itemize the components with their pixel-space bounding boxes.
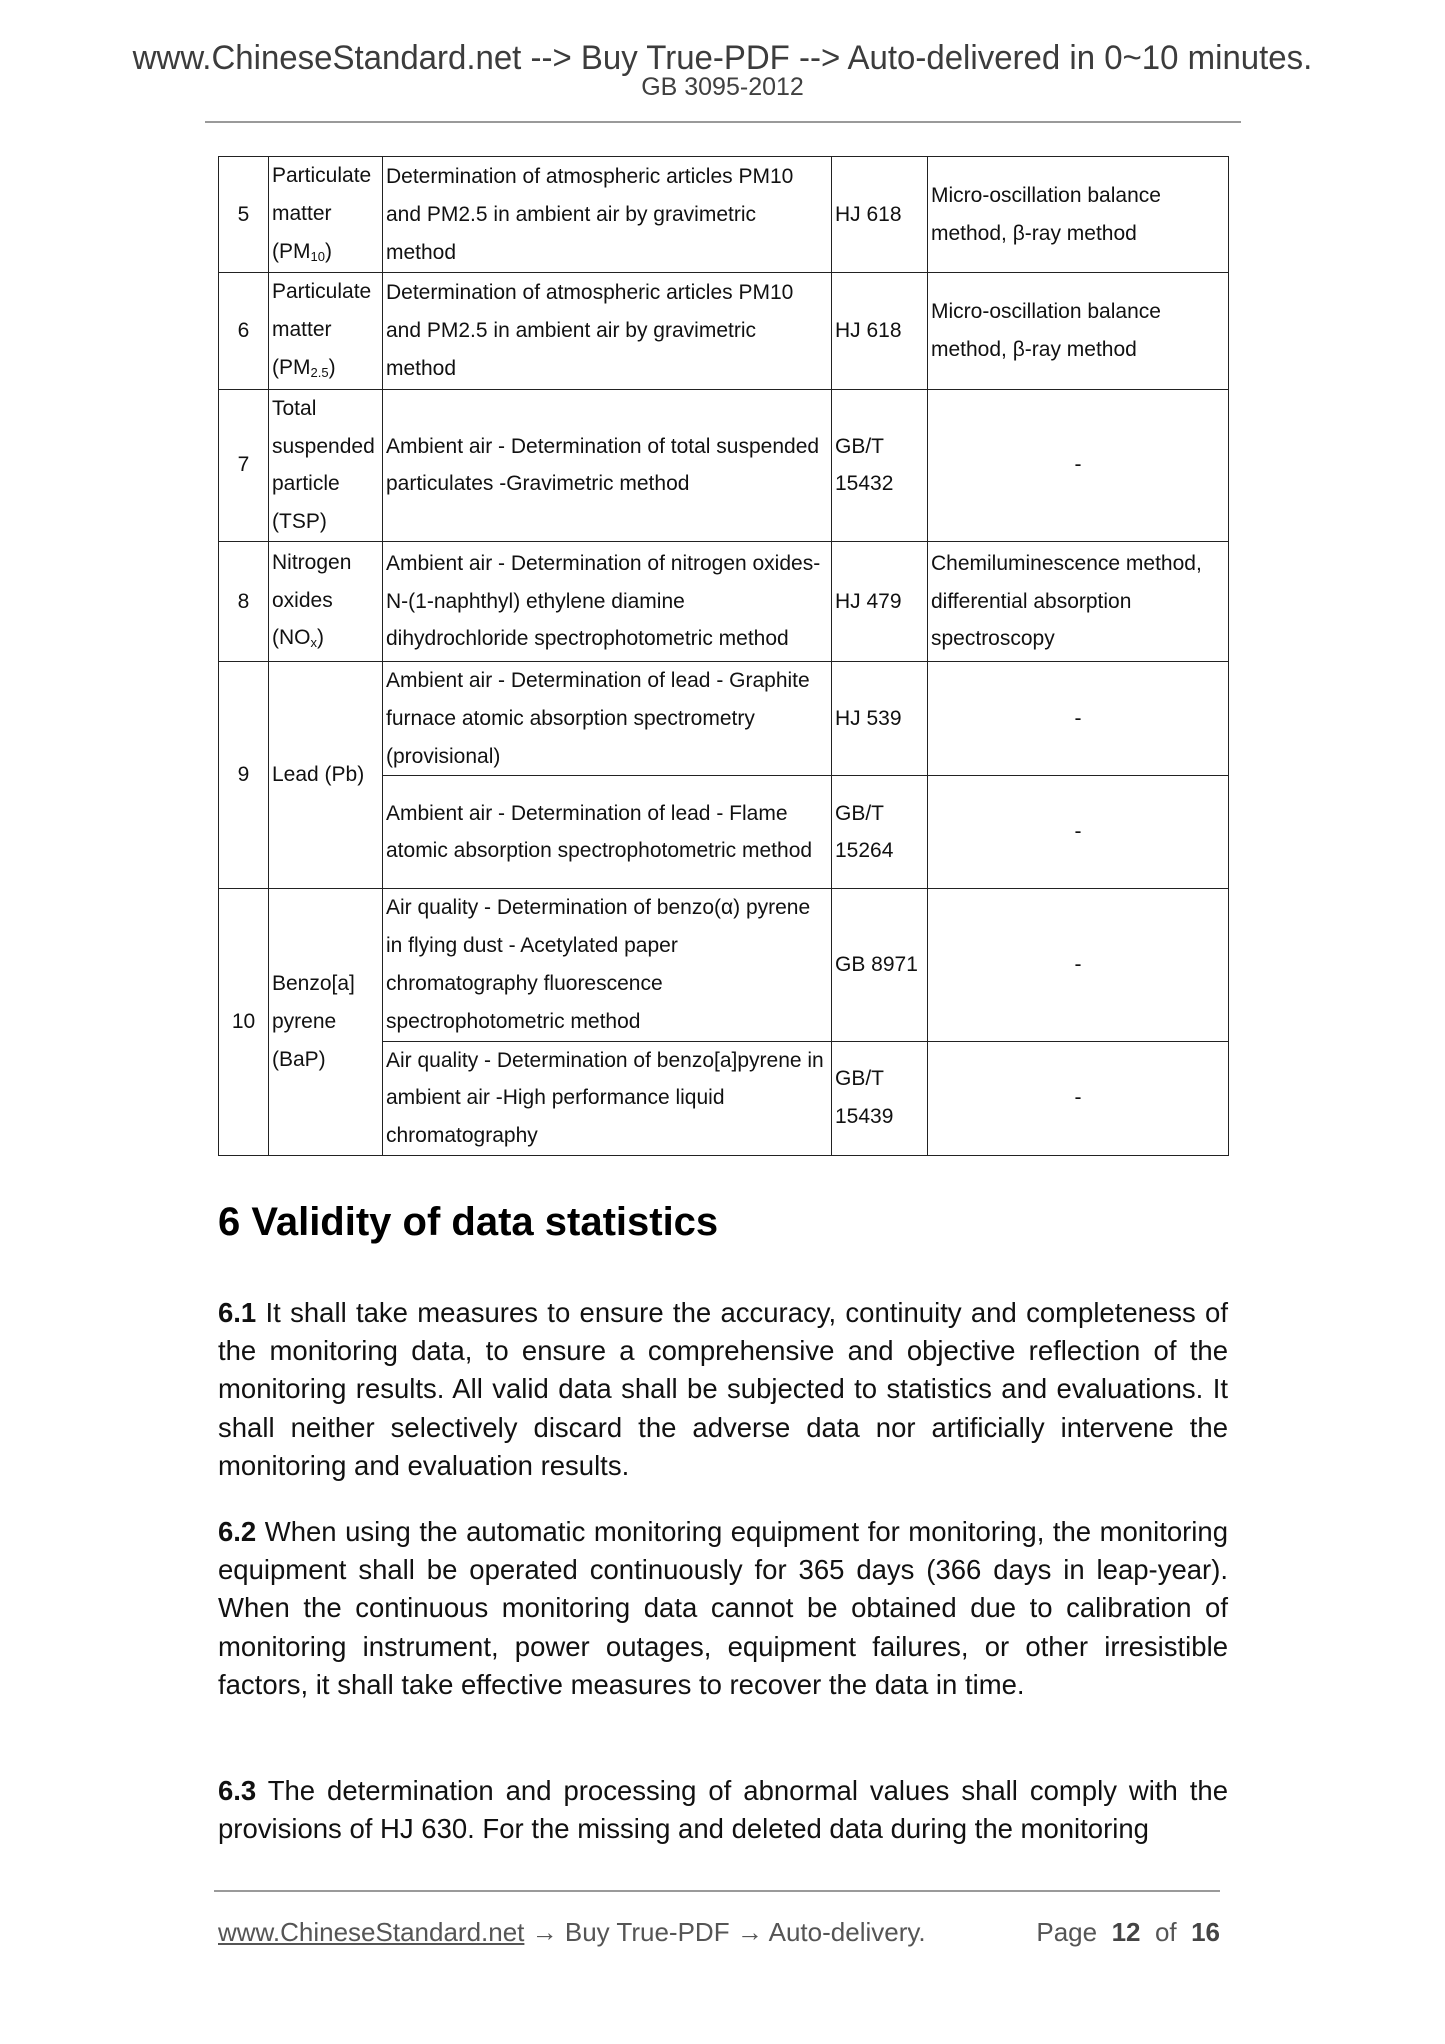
auto-method: - — [928, 389, 1229, 541]
pollutant-cell: Total suspended particle (TSP) — [269, 389, 383, 541]
auto-method: Micro-oscillation balance method, β-ray method — [928, 157, 1229, 273]
arrow-right-icon: → — [736, 1917, 763, 1947]
footer-site-link[interactable]: www.ChineseStandard.net — [218, 1917, 525, 1947]
table-row — [219, 661, 1229, 775]
auto-method: - — [928, 776, 1229, 889]
paragraph-6-1: 6.1 It shall take measures to ensure the accuracy, continuity and completeness of the monitoring data, to ensure a comprehensive and objective reflection of the monitoring results. All valid data shall be subjected to statistics and evaluations. It shall neither selectively discard the adverse data nor artificially intervene the monitoring and evaluation results. — [218, 1297, 1228, 1481]
arrow-right-icon: → — [531, 1917, 558, 1947]
row-number: 10 — [219, 889, 269, 1156]
header-banner: www.ChineseStandard.net --> Buy True-PDF --> Auto-delivered in 0~10 minutes. — [132, 39, 1313, 77]
table-row — [219, 889, 1229, 1041]
footer — [218, 1915, 1220, 1949]
page-indicator: Page 12 of 16 — [1036, 1917, 1220, 1947]
method-name: Determination of atmospheric articles PM10 and PM2.5 in ambient air by gravimetric method — [383, 157, 832, 273]
pollutant-cell: Particulate matter $(PM_{10})$ — [269, 157, 383, 273]
method-name: Ambient air - Determination of lead - Flame atomic absorption spectrophotometric method — [383, 776, 832, 889]
method-table — [218, 156, 1229, 1156]
method-standard: GB/T 15439 — [832, 1041, 928, 1155]
method-standard: HJ 479 — [832, 541, 928, 661]
method-name: Ambient air - Determination of lead - Graphite furnace atomic absorption spectrometry (provisional) — [383, 661, 832, 775]
clause-number: 6.3 — [218, 1775, 257, 1806]
auto-method: Chemiluminescence method, differential absorption spectroscopy — [928, 541, 1229, 661]
method-standard: GB 8971 — [832, 889, 928, 1041]
pollutant-cell: Particulate matter $(PM_{2.5})$ — [269, 273, 383, 389]
page-current: 12 — [1111, 1917, 1141, 1947]
method-standard: HJ 618 — [832, 157, 928, 273]
auto-method: - — [928, 661, 1229, 775]
method-standard: HJ 618 — [832, 273, 928, 389]
paragraph-6-3: 6.3 The determination and processing of abnormal values shall comply with the provisions of HJ 630. For the missing and deleted data during the monitoring — [218, 1775, 1228, 1845]
pollutant-cell: Nitrogen oxides $(NO_x)$ — [269, 541, 383, 661]
row-number: 5 — [219, 157, 269, 273]
section-heading: 6 Validity of data statistics — [218, 1200, 719, 1244]
method-name: Determination of atmospheric articles PM10 and PM2.5 in ambient air by gravimetric method — [383, 273, 832, 389]
footer-delivery-text: Auto-delivery. — [768, 1917, 926, 1947]
row-number: 6 — [219, 273, 269, 389]
method-name: Air quality - Determination of benzo(α) pyrene in flying dust - Acetylated paper chromatography fluorescence spectrophotometric method — [383, 889, 832, 1041]
footer-rule — [214, 1890, 1220, 1892]
pollutant-cell: Benzo[a] pyrene (BaP) — [269, 889, 383, 1156]
auto-method: - — [928, 1041, 1229, 1155]
method-standard: GB/T 15264 — [832, 776, 928, 889]
row-number: 7 — [219, 389, 269, 541]
clause-number: 6.2 — [218, 1516, 257, 1547]
table-row — [219, 157, 1229, 273]
method-name: Ambient air - Determination of nitrogen oxides-N-(1-naphthyl) ethylene diamine dihydrochloride spectrophotometric method — [383, 541, 832, 661]
table-row — [219, 541, 1229, 661]
paragraph-6-2: 6.2 When using the automatic monitoring equipment for monitoring, the monitoring equipment shall be operated continuously for 365 days (366 days in leap-year). When the continuous monitoring data cannot be obtained due to calibration of monitoring instrument, power outages, equipment failures, or other irresistible factors, it shall take effective measures to recover the data in time. — [218, 1516, 1228, 1700]
standard-id: GB 3095-2012 — [641, 73, 804, 101]
page-total: 16 — [1191, 1917, 1220, 1947]
footer-buy-text: Buy True-PDF — [564, 1917, 730, 1947]
method-standard: GB/T 15432 — [832, 389, 928, 541]
method-name: Air quality - Determination of benzo[a]pyrene in ambient air -High performance liquid chromatography — [383, 1041, 832, 1155]
row-number: 9 — [219, 661, 269, 888]
method-name: Ambient air - Determination of total suspended particulates -Gravimetric method — [383, 389, 832, 541]
auto-method: - — [928, 889, 1229, 1041]
header-rule — [205, 121, 1241, 123]
table-row — [219, 273, 1229, 389]
row-number: 8 — [219, 541, 269, 661]
pollutant-cell: Lead (Pb) — [269, 661, 383, 888]
clause-number: 6.1 — [218, 1297, 257, 1328]
auto-method: Micro-oscillation balance method, β-ray method — [928, 273, 1229, 389]
method-standard: HJ 539 — [832, 661, 928, 775]
table-row — [219, 389, 1229, 541]
